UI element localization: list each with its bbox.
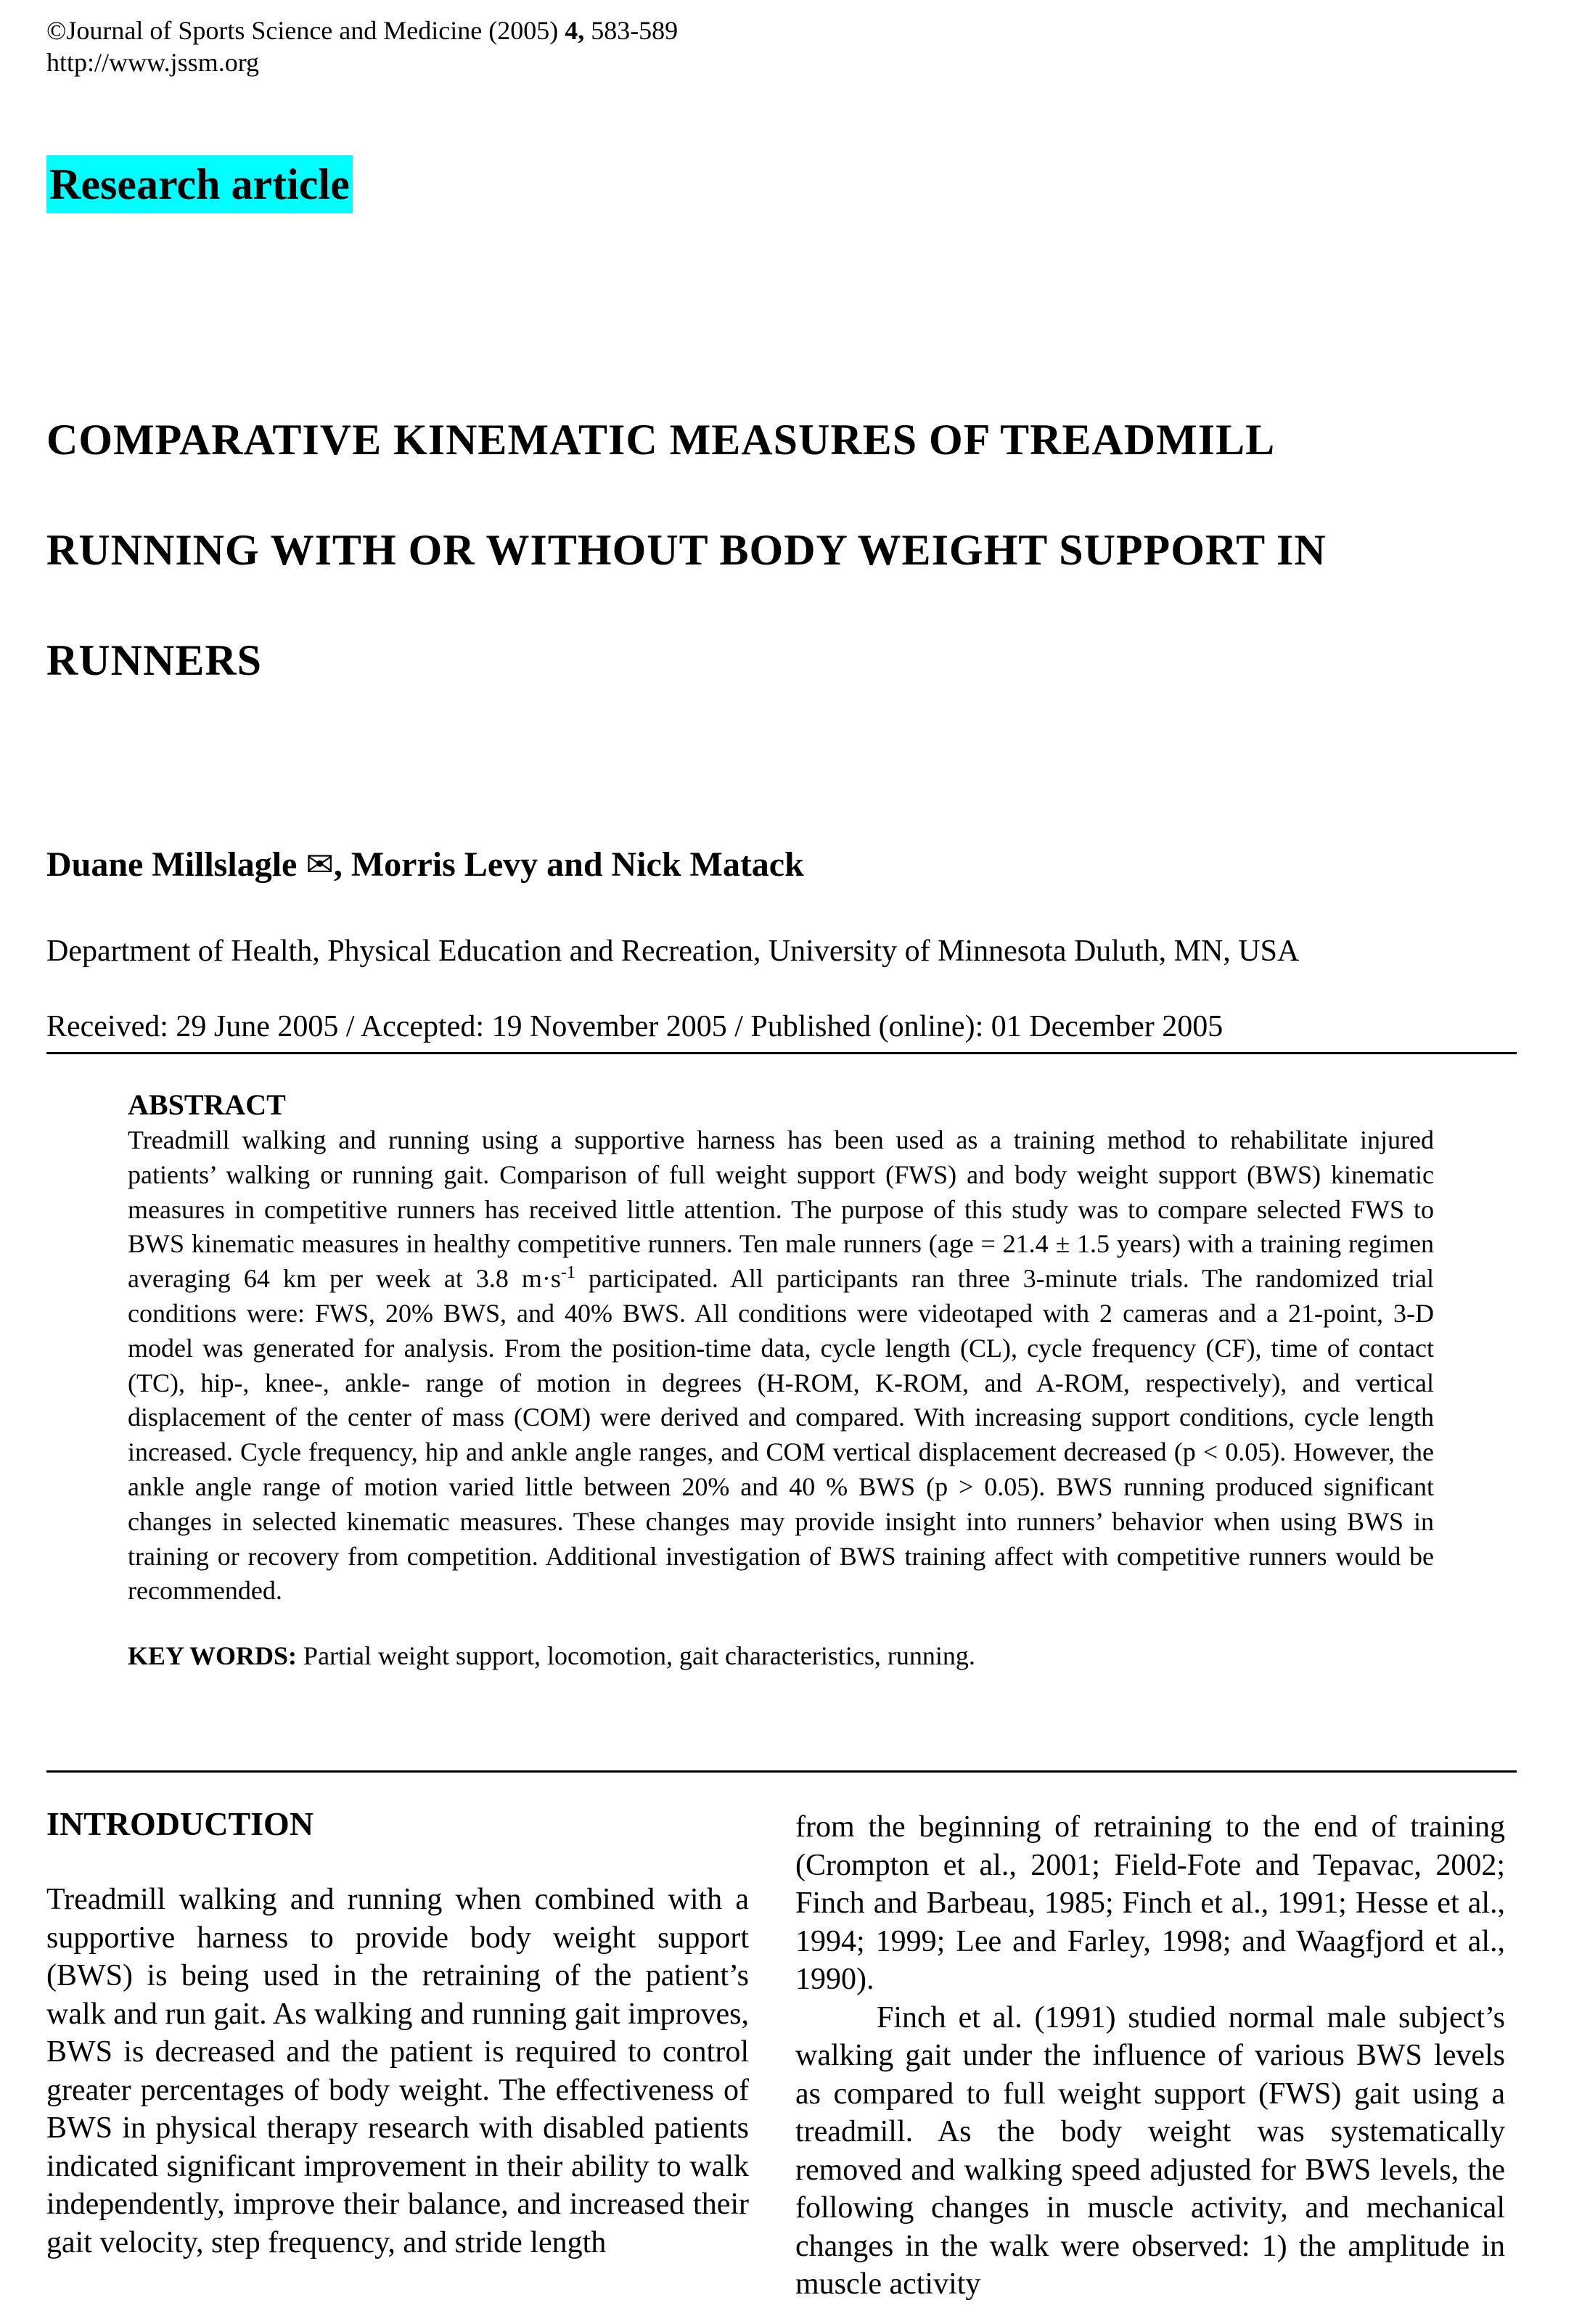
introduction-paragraph-1: Treadmill walking and running when combined with a supportive harness to provide body weight support (BWS) is being used in the retraining of the patient’s walk and run gait. As walking and running gait improves, BWS is decreased and the patient is required to control greater percentages of body weight. The effectiveness of BWS in physical therapy research with disabled patients indicated significant improvement in their ability to walk independently, improve their balance, and increased their gait velocity, step frequency, and stride length: [46, 1883, 749, 2259]
introduction-paragraph-3: Finch et al. (1991) studied normal male subject’s walking gait under the influence of various BWS levels as compared to full weight support (FWS) gait using a treadmill. As the body weight was systematically removed and walking speed adjusted for BWS levels, the following changes in muscle activity, and mechanical changes in the walk were observed: 1) the amplitude in muscle activity: [795, 2000, 1505, 2301]
author-first: Duane Millslagle: [46, 845, 306, 884]
abstract-section: [128, 1087, 1434, 1673]
affiliation: Department of Health, Physical Education and Recreation, University of Minnesota Duluth, MN, USA: [46, 935, 1300, 968]
abstract-heading: ABSTRACT: [128, 1088, 286, 1121]
journal-volume: 4,: [565, 16, 585, 45]
publication-dates: Received: 29 June 2005 / Accepted: 19 November 2005 / Published (online): 01 December 2005: [46, 1010, 1224, 1043]
title-line-1: COMPARATIVE KINEMATIC MEASURES OF TREADMILL: [46, 416, 1276, 464]
author-list: [46, 843, 804, 887]
journal-prefix: ©Journal of Sports Science and Medicine (2005): [46, 16, 565, 45]
author-rest: , Morris Levy and Nick Matack: [333, 845, 804, 884]
abstract-superscript: -1: [560, 1263, 575, 1283]
journal-citation: [46, 15, 678, 46]
journal-pages: 583-589: [584, 16, 679, 45]
bottom-divider: [46, 1770, 1517, 1773]
keywords: [128, 1639, 1434, 1673]
abstract-text: [128, 1123, 1434, 1609]
journal-url[interactable]: http://www.jssm.org: [46, 48, 260, 77]
introduction-heading: INTRODUCTION: [46, 1805, 314, 1842]
article-type-badge: Research article: [46, 155, 353, 213]
left-column: [46, 1805, 749, 2262]
title-line-3: RUNNERS: [46, 636, 263, 684]
top-divider: [46, 1052, 1517, 1054]
mail-icon[interactable]: ✉: [306, 846, 334, 883]
keywords-list: Partial weight support, locomotion, gait characteristics, running.: [297, 1641, 975, 1671]
abstract-text-part-2: participated. All participants ran three 3-minute trials. The randomized trial conditions were: FWS, 20% BWS, and 40% BWS. All conditions were videotaped with 2 cameras and a 21-point, 3-D model was generated for analysis. From the position-time data, cycle length (CL), cycle frequency (CF), time of contact (TC), hip-, knee-, ankle- range of motion in degrees (H-ROM, K-ROM, and A-ROM, respectively), and vertical displacement of the center of mass (COM) were derived and compared. With increasing support conditions, cycle length increased. Cycle frequency, hip and ankle angle ranges, and COM vertical displacement decreased (p < 0.05). However, the ankle angle range of motion varied little between 20% and 40 % BWS (p > 0.05). BWS running produced significant changes in selected kinematic measures. These changes may provide insight into runners’ behavior when using BWS in training or recovery from competition. Additional investigation of BWS training affect with competitive runners would be recommended.: [128, 1264, 1434, 1606]
abstract-text-part-1: Treadmill walking and running using a supportive harness has been used as a training method to rehabilitate injured patients’ walking or running gait. Comparison of full weight support (FWS) and body weight support (BWS) kinematic measures in competitive runners has received little attention. The purpose of this study was to compare selected FWS to BWS kinematic measures in healthy competitive runners. Ten male runners (age = 21.4 ± 1.5 years) with a training regimen averaging 64 km per week at 3.8 m·s: [128, 1125, 1434, 1294]
title-line-2: RUNNING WITH OR WITHOUT BODY WEIGHT SUPPORT IN: [46, 526, 1327, 574]
right-column: [795, 1808, 1505, 2304]
keywords-label: KEY WORDS:: [128, 1641, 298, 1671]
introduction-paragraph-2: from the beginning of retraining to the end of training (Crompton et al., 2001; Field-Fote and Tepavac, 2002; Finch and Barbeau, 1985; Finch et al., 1991; Hesse et al., 1994; 1999; Lee and Farley, 1998; and Waagfjord et al., 1990).: [795, 1810, 1505, 1996]
